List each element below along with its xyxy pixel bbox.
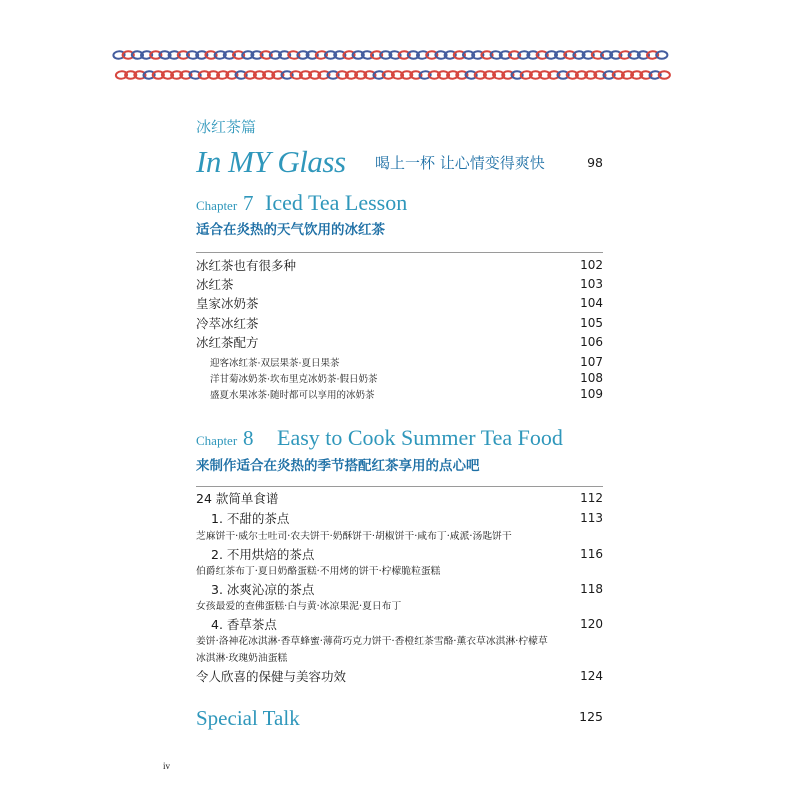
entry-page-number: 102: [580, 258, 603, 272]
entry-page-number: 107: [580, 355, 603, 369]
chapter-7-heading: [196, 190, 407, 220]
toc-entry: [196, 257, 603, 273]
entry-page-number: 109: [580, 387, 603, 401]
entry-title: 24 款简单食谱: [196, 491, 279, 506]
group-items-line: 伯爵红茶布丁·夏日奶酪蛋糕·不用烤的饼干·柠檬脆粒蛋糕: [196, 566, 441, 577]
toc-entry: [196, 334, 603, 350]
chapter-number: 7: [243, 191, 254, 215]
chapter-label: Chapter: [196, 433, 238, 448]
toc-entry: [196, 276, 603, 292]
chain-border: [112, 44, 678, 86]
entry-page-number: 113: [580, 511, 603, 525]
group-title: 1. 不甜的茶点: [211, 511, 290, 526]
entry-page-number: 118: [580, 582, 603, 596]
entry-title: 冰红茶: [196, 277, 234, 292]
section-page-number: 98: [587, 155, 603, 170]
entry-page-number: 103: [580, 277, 603, 291]
entry-page-number: 104: [580, 296, 603, 310]
toc-group-entry: [196, 581, 603, 597]
toc-entry: [196, 668, 603, 684]
divider-rule: [196, 486, 603, 487]
special-talk-page-number: 125: [579, 709, 603, 724]
chapter-label: Chapter: [196, 198, 238, 213]
entry-page-number: 108: [580, 371, 603, 385]
group-title: 4. 香草茶点: [211, 617, 277, 632]
recipe-title: 洋甘菊冰奶茶·坎布里克冰奶茶·假日奶茶: [210, 374, 378, 385]
toc-recipe-entry: [196, 354, 603, 370]
chapter-number: 8: [243, 426, 254, 450]
toc-entry: [196, 295, 603, 311]
toc-entry: [196, 490, 603, 506]
entry-page-number: 105: [580, 316, 603, 330]
toc-group-entry: [196, 510, 603, 526]
group-title: 2. 不用烘焙的茶点: [211, 547, 315, 562]
chapter-8-subtitle: 来制作适合在炎热的季节搭配红茶享用的点心吧: [196, 458, 480, 474]
group-items-line: 芝麻饼干·威尔士吐司·农夫饼干·奶酥饼干·胡椒饼干·咸布丁·咸派·汤匙饼干: [196, 531, 512, 542]
section-tagline: 喝上一杯 让心情变得爽快: [375, 154, 545, 172]
entry-title: 冰红茶也有很多种: [196, 258, 297, 273]
toc-group-entry: [196, 546, 603, 562]
page-folio: iv: [163, 761, 171, 771]
entry-page-number: 124: [580, 669, 603, 683]
divider-rule: [196, 252, 603, 253]
toc-recipe-entry: [196, 386, 603, 402]
entry-title: 令人欣喜的保健与美容功效: [196, 669, 347, 684]
chapter-title: Easy to Cook Summer Tea Food: [277, 425, 563, 450]
section-title: 冰红茶篇: [196, 118, 257, 136]
toc-group-entry: [196, 616, 603, 632]
entry-page-number: 116: [580, 547, 603, 561]
chapter-title: Iced Tea Lesson: [265, 190, 408, 215]
group-title: 3. 冰爽沁凉的茶点: [211, 582, 315, 597]
entry-title: 冰红茶配方: [196, 335, 259, 350]
recipe-title: 迎客冰红茶·双层果茶·夏日果茶: [210, 358, 340, 369]
script-title-logo: In MY Glass: [196, 144, 346, 179]
group-items-line: 冰淇淋·玫瑰奶油蛋糕: [196, 653, 288, 664]
entry-page-number: 106: [580, 335, 603, 349]
entry-title: 冷萃冰红茶: [196, 316, 259, 331]
toc-recipe-entry: [196, 370, 603, 386]
chapter-8-heading: [196, 425, 563, 455]
entry-title: 皇家冰奶茶: [196, 296, 259, 311]
entry-page-number: 112: [580, 491, 603, 505]
group-items-line: 姜饼·洛神花冰淇淋·香草蜂蜜·薄荷巧克力饼干·香橙红茶雪酪·薰衣草冰淇淋·柠檬草: [196, 636, 548, 647]
recipe-title: 盛夏水果冰茶·随时都可以享用的冰奶茶: [210, 390, 375, 401]
chapter-7-subtitle: 适合在炎热的天气饮用的冰红茶: [196, 222, 385, 238]
group-items-line: 女孩最爱的查佛蛋糕·白与黄·冰凉果泥·夏日布丁: [196, 601, 402, 612]
toc-entry: [196, 315, 603, 331]
entry-page-number: 120: [580, 617, 603, 631]
special-talk-heading: Special Talk: [196, 705, 300, 730]
